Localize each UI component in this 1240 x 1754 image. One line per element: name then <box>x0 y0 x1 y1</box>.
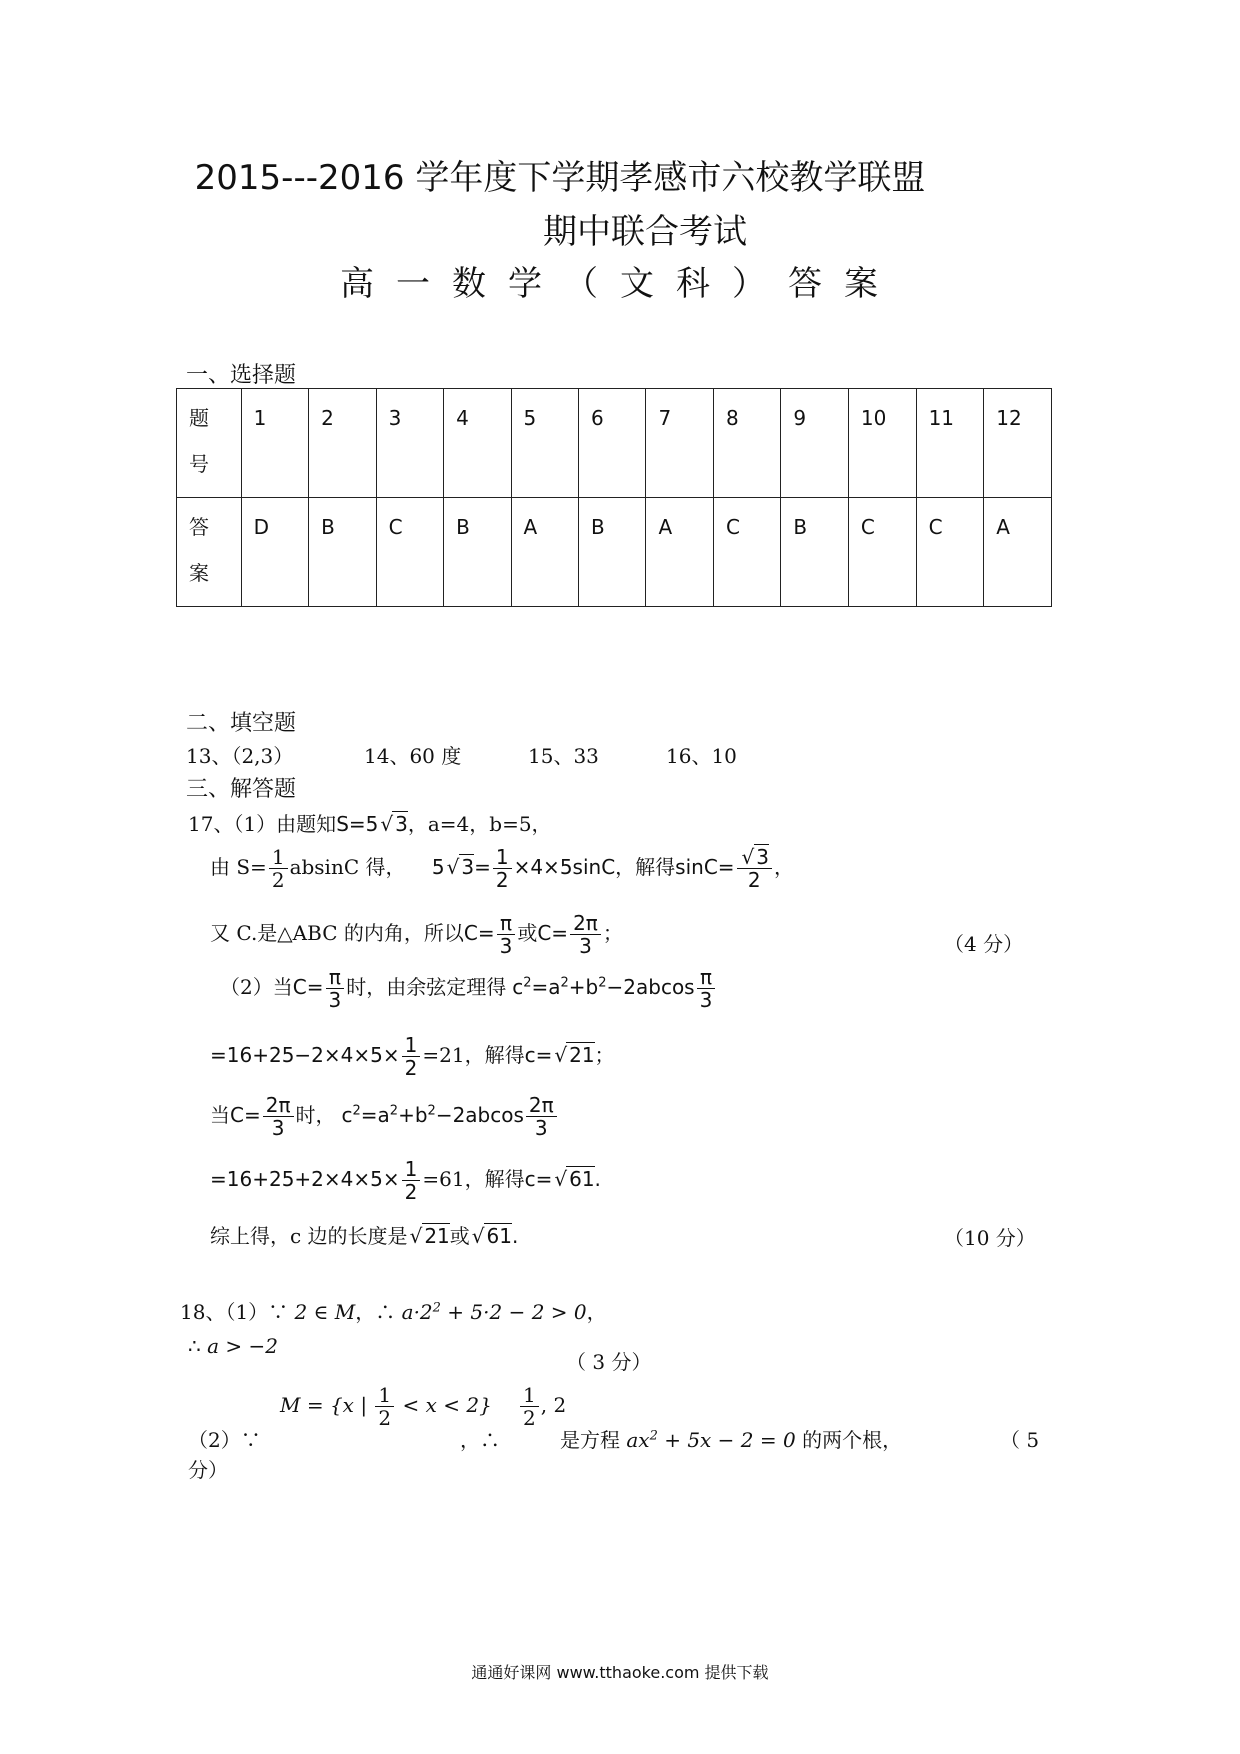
section1-title: 一、选择题 <box>186 363 297 388</box>
answer-table <box>176 388 1052 607</box>
table-cell: A <box>646 498 713 607</box>
q18-score2: （ 5 <box>1000 1428 1040 1452</box>
text: 又 C.是△ABC 的内角，所以 <box>210 921 464 945</box>
table-cell: 3 <box>376 389 443 498</box>
q18-score2-tail: 分） <box>188 1458 228 1482</box>
q18-score1: （ 3 分） <box>566 1350 652 1374</box>
q17-line8 <box>210 1220 518 1249</box>
q17-line7 <box>210 1158 601 1203</box>
formula: $ax^2 + 5x - 2 = 0$ <box>620 1428 803 1452</box>
table-cell: B <box>444 498 511 607</box>
q18-label: 18、（1）∵ <box>180 1300 289 1324</box>
q18-line1 <box>180 1296 607 1325</box>
formula: C= $\frac{\pi}{3}$ <box>293 975 346 999</box>
text: 或 <box>449 1224 470 1248</box>
table-cell: 7 <box>646 389 713 498</box>
section2-title: 二、填空题 <box>186 711 297 736</box>
q18-set-formula <box>280 1384 492 1429</box>
exam-title: 2015---2016 学年度下学期孝感市六校教学联盟 <box>194 158 926 198</box>
formula: M = {x | $\frac{1}{2}$ < x < 2} <box>280 1383 492 1430</box>
q17-label: 17、（1）由题知 <box>188 812 337 836</box>
q17-line4 <box>220 966 717 1011</box>
formula: sinC= √ $\frac{3}{2}$ ， <box>675 855 794 879</box>
fill-answer-13: 13、（2,3） <box>186 744 294 768</box>
formula: c=√ 61. <box>525 1167 601 1191</box>
table-cell: B <box>309 498 376 607</box>
row-label: 题号 <box>177 389 242 498</box>
table-cell: 4 <box>444 389 511 498</box>
formula: S=5√ 3 <box>336 812 408 836</box>
table-cell: 12 <box>984 389 1052 498</box>
text: ，a=4，b=5， <box>407 812 552 836</box>
table-cell: B <box>781 498 848 607</box>
text: =61，解得 <box>422 1167 525 1191</box>
table-cell: D <box>241 498 309 607</box>
table-cell: C <box>916 498 984 607</box>
formula: C= $\frac{2\pi}{3}$ <box>230 1103 296 1127</box>
text: absinC 得， <box>289 855 406 879</box>
text: =21，解得 <box>422 1043 525 1067</box>
table-cell: C <box>848 498 916 607</box>
text: （2）∵ <box>188 1428 261 1452</box>
table-cell: 10 <box>848 389 916 498</box>
formula: $\frac{1}{2}$ , 2 <box>518 1393 566 1417</box>
table-cell: 2 <box>309 389 376 498</box>
q18-line3-mid: ，∴ <box>460 1428 500 1452</box>
formula: 2 ∈ M <box>288 1300 356 1324</box>
q18-line2 <box>188 1334 278 1358</box>
table-row <box>177 389 1052 498</box>
row-label: 答案 <box>177 498 242 607</box>
formula: c=√ 21； <box>525 1043 615 1067</box>
footer-text: 通通好课网 www.tthaoke.com 提供下载 <box>471 1663 769 1682</box>
formula: 5√ 3= $\frac{1}{2}$ ×4×5sinC <box>432 855 615 879</box>
table-cell: 9 <box>781 389 848 498</box>
formula: =16+25−2×4×5× $\frac{1}{2}$ <box>210 1043 422 1067</box>
table-row <box>177 498 1052 607</box>
text: 由 S= <box>210 855 267 879</box>
formula: C= $\frac{\pi}{3}$ <box>464 921 517 945</box>
fraction: $\frac{1}{2}$ <box>269 846 288 891</box>
table-cell: 5 <box>511 389 578 498</box>
exam-subtitle: 期中联合考试 <box>543 212 747 252</box>
text: 的两个根， <box>802 1428 903 1452</box>
q17-line1 <box>188 808 552 837</box>
table-cell: A <box>511 498 578 607</box>
text: 或 <box>517 921 538 945</box>
formula: $a\cdot 2^2 + 5\cdot 2 - 2 > 0$ <box>395 1300 587 1324</box>
formula: √ 61. <box>470 1224 519 1248</box>
text: 综上得，c 边的长度是 <box>210 1224 408 1248</box>
formula: =16+25+2×4×5× $\frac{1}{2}$ <box>210 1167 422 1191</box>
q17-line5 <box>210 1034 615 1079</box>
formula: √ 21 <box>408 1224 450 1248</box>
formula: C= $\frac{2\pi}{3}$ ； <box>537 911 623 958</box>
fill-answer-15: 15、33 <box>528 744 599 768</box>
text: （2）当 <box>220 975 293 999</box>
table-cell: A <box>984 498 1052 607</box>
text: 时，由余弦定理得 <box>346 975 507 999</box>
subject-title: 高一数学（文科）答案 <box>340 264 900 304</box>
fill-answer-16: 16、10 <box>666 744 737 768</box>
q17-line2 <box>210 846 794 891</box>
q17-score1: （4 分） <box>944 932 1024 956</box>
formula: $c^2=a^2+b^2-2abcos$ $\frac{2\pi}{3}$ <box>342 1103 559 1127</box>
formula: a > −2 <box>200 1334 278 1358</box>
q17-score2: （10 分） <box>944 1226 1036 1250</box>
text: ，解得 <box>615 855 676 879</box>
formula: $c^2=a^2+b^2-2abcos$ $\frac{\pi}{3}$ <box>512 975 717 999</box>
table-cell: B <box>579 498 646 607</box>
table-cell: C <box>713 498 780 607</box>
text: 是方程 <box>560 1428 620 1452</box>
q18-line3 <box>188 1424 261 1453</box>
section3-title: 三、解答题 <box>186 777 297 802</box>
table-cell: 1 <box>241 389 309 498</box>
text: ， <box>586 1300 607 1324</box>
q17-line6 <box>210 1094 559 1139</box>
text: ∴ <box>188 1334 201 1358</box>
text: 当 <box>210 1103 230 1127</box>
table-cell: C <box>376 498 443 607</box>
table-cell: 8 <box>713 389 780 498</box>
table-cell: 6 <box>579 389 646 498</box>
q17-line3 <box>210 912 623 957</box>
fill-answer-14: 14、60 度 <box>364 744 462 768</box>
q18-line3-root <box>560 1424 902 1453</box>
text: ，∴ <box>355 1300 396 1324</box>
text: 时， <box>295 1103 336 1127</box>
table-cell: 11 <box>916 389 984 498</box>
q18-roots <box>518 1384 566 1429</box>
